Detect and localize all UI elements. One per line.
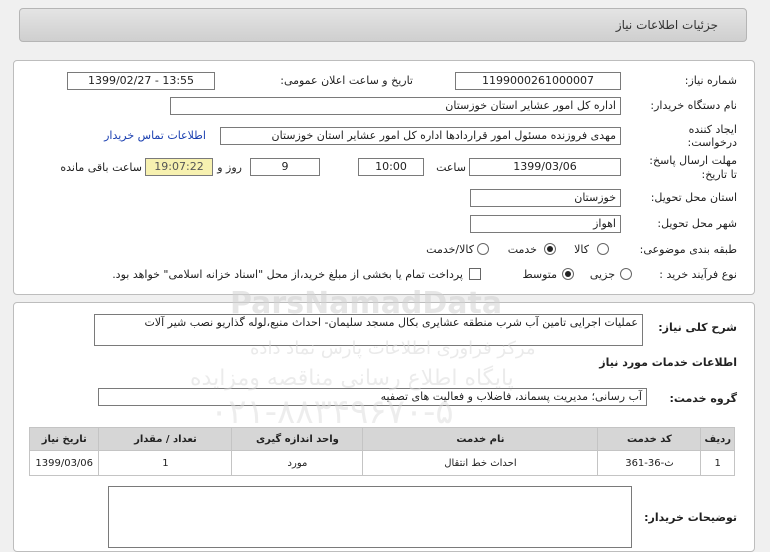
buyer-field: اداره کل امور عشایر استان خوزستان	[170, 97, 621, 115]
deadline-time-field: 10:00	[358, 158, 424, 176]
cell-quantity: 1	[99, 451, 232, 476]
days-label: روز و	[217, 161, 242, 174]
process-option-minor: جزیی	[589, 268, 615, 281]
category-option-goods: کالا	[574, 243, 589, 256]
deadline-label-1: مهلت ارسال پاسخ:	[649, 154, 737, 167]
category-radio-goods-service[interactable]	[477, 243, 489, 255]
buyer-label: نام دستگاه خریدار:	[650, 99, 737, 112]
summary-label: شرح کلی نیاز:	[658, 321, 737, 334]
buyer-contact-link[interactable]: اطلاعات تماس خریدار	[104, 129, 206, 142]
summary-field: عملیات اجرایی تامین آب شرب منطقه عشایری بکال مسجد سلیمان- احداث منبع،لوله گذاریو نصب شیر آلات	[94, 314, 643, 346]
category-option-service: خدمت	[507, 243, 537, 256]
requester-label-2: درخواست:	[687, 136, 737, 149]
cell-service-code: ث-36-361	[598, 451, 701, 476]
treasury-payment-checkbox[interactable]	[469, 268, 481, 280]
buyer-notes-field	[108, 486, 632, 548]
time-label: ساعت	[436, 161, 466, 174]
page-header	[19, 8, 747, 42]
buyer-notes-label: توضیحات خریدار:	[644, 511, 737, 524]
announce-field: 1399/02/27 - 13:55	[67, 72, 215, 90]
requester-label-1: ایجاد کننده	[688, 123, 737, 136]
col-unit: واحد اندازه گیری	[232, 428, 363, 451]
need-number-field: 1199000261000007	[455, 72, 621, 90]
col-service-name: نام خدمت	[363, 428, 598, 451]
watermark-brand: ParsNamadData	[230, 286, 503, 321]
remaining-time-field: 19:07:22	[145, 158, 213, 176]
category-option-goods-service: کالا/خدمت	[426, 243, 474, 256]
category-radio-goods[interactable]	[597, 243, 609, 255]
need-info-panel	[13, 60, 755, 295]
province-label: استان محل تحویل:	[650, 191, 737, 204]
services-heading: اطلاعات خدمات مورد نیاز	[599, 356, 737, 369]
process-radio-minor[interactable]	[620, 268, 632, 280]
process-option-medium: متوسط	[522, 268, 557, 281]
requester-field: مهدی فروزنده مسئول امور قراردادها اداره کل امور عشایر استان خوزستان	[220, 127, 621, 145]
deadline-label-2: تا تاریخ:	[701, 168, 737, 181]
cell-row-number: 1	[701, 451, 735, 476]
city-label: شهر محل تحویل:	[657, 217, 737, 230]
need-number-label: شماره نیاز:	[684, 74, 737, 87]
cell-unit: مورد	[232, 451, 363, 476]
announce-label: تاریخ و ساعت اعلان عمومی:	[280, 74, 413, 87]
remaining-label: ساعت باقی مانده	[60, 161, 142, 174]
services-table	[29, 427, 735, 476]
page-title: جزئیات اطلاعات نیاز	[615, 18, 718, 32]
col-quantity: تعداد / مقدار	[99, 428, 232, 451]
city-field: اهواز	[470, 215, 621, 233]
deadline-date-field: 1399/03/06	[469, 158, 621, 176]
category-radio-service[interactable]	[544, 243, 556, 255]
cell-service-name: احداث خط انتقال	[363, 451, 598, 476]
cell-need-date: 1399/03/06	[30, 451, 99, 476]
watermark-phone: ۰۲۱-۸۸۳۴۹۶۷۰-۵	[210, 392, 454, 432]
watermark-center-name: مرکز فراوری اطلاعات پارس نماد داده	[250, 338, 536, 359]
table-header-row	[30, 428, 735, 451]
payment-note: پرداخت تمام یا بخشی از مبلغ خرید،از محل "اسناد خزانه اسلامی" خواهد بود.	[112, 268, 463, 281]
service-group-label: گروه خدمت:	[669, 392, 737, 405]
col-need-date: تاریخ نیاز	[30, 428, 99, 451]
process-radio-medium[interactable]	[562, 268, 574, 280]
col-service-code: کد خدمت	[598, 428, 701, 451]
province-field: خوزستان	[470, 189, 621, 207]
category-label: طبقه بندی موضوعی:	[639, 243, 737, 256]
col-row-number: ردیف	[701, 428, 735, 451]
process-label: نوع فرآیند خرید :	[659, 268, 737, 281]
service-group-field: آب رسانی؛ مدیریت پسماند، فاضلاب و فعالیت های تصفیه	[98, 388, 647, 406]
table-row	[30, 451, 735, 476]
watermark-portal-name: پایگاه اطلاع رسانی مناقصه ومزایده	[190, 366, 514, 391]
days-field: 9	[250, 158, 320, 176]
